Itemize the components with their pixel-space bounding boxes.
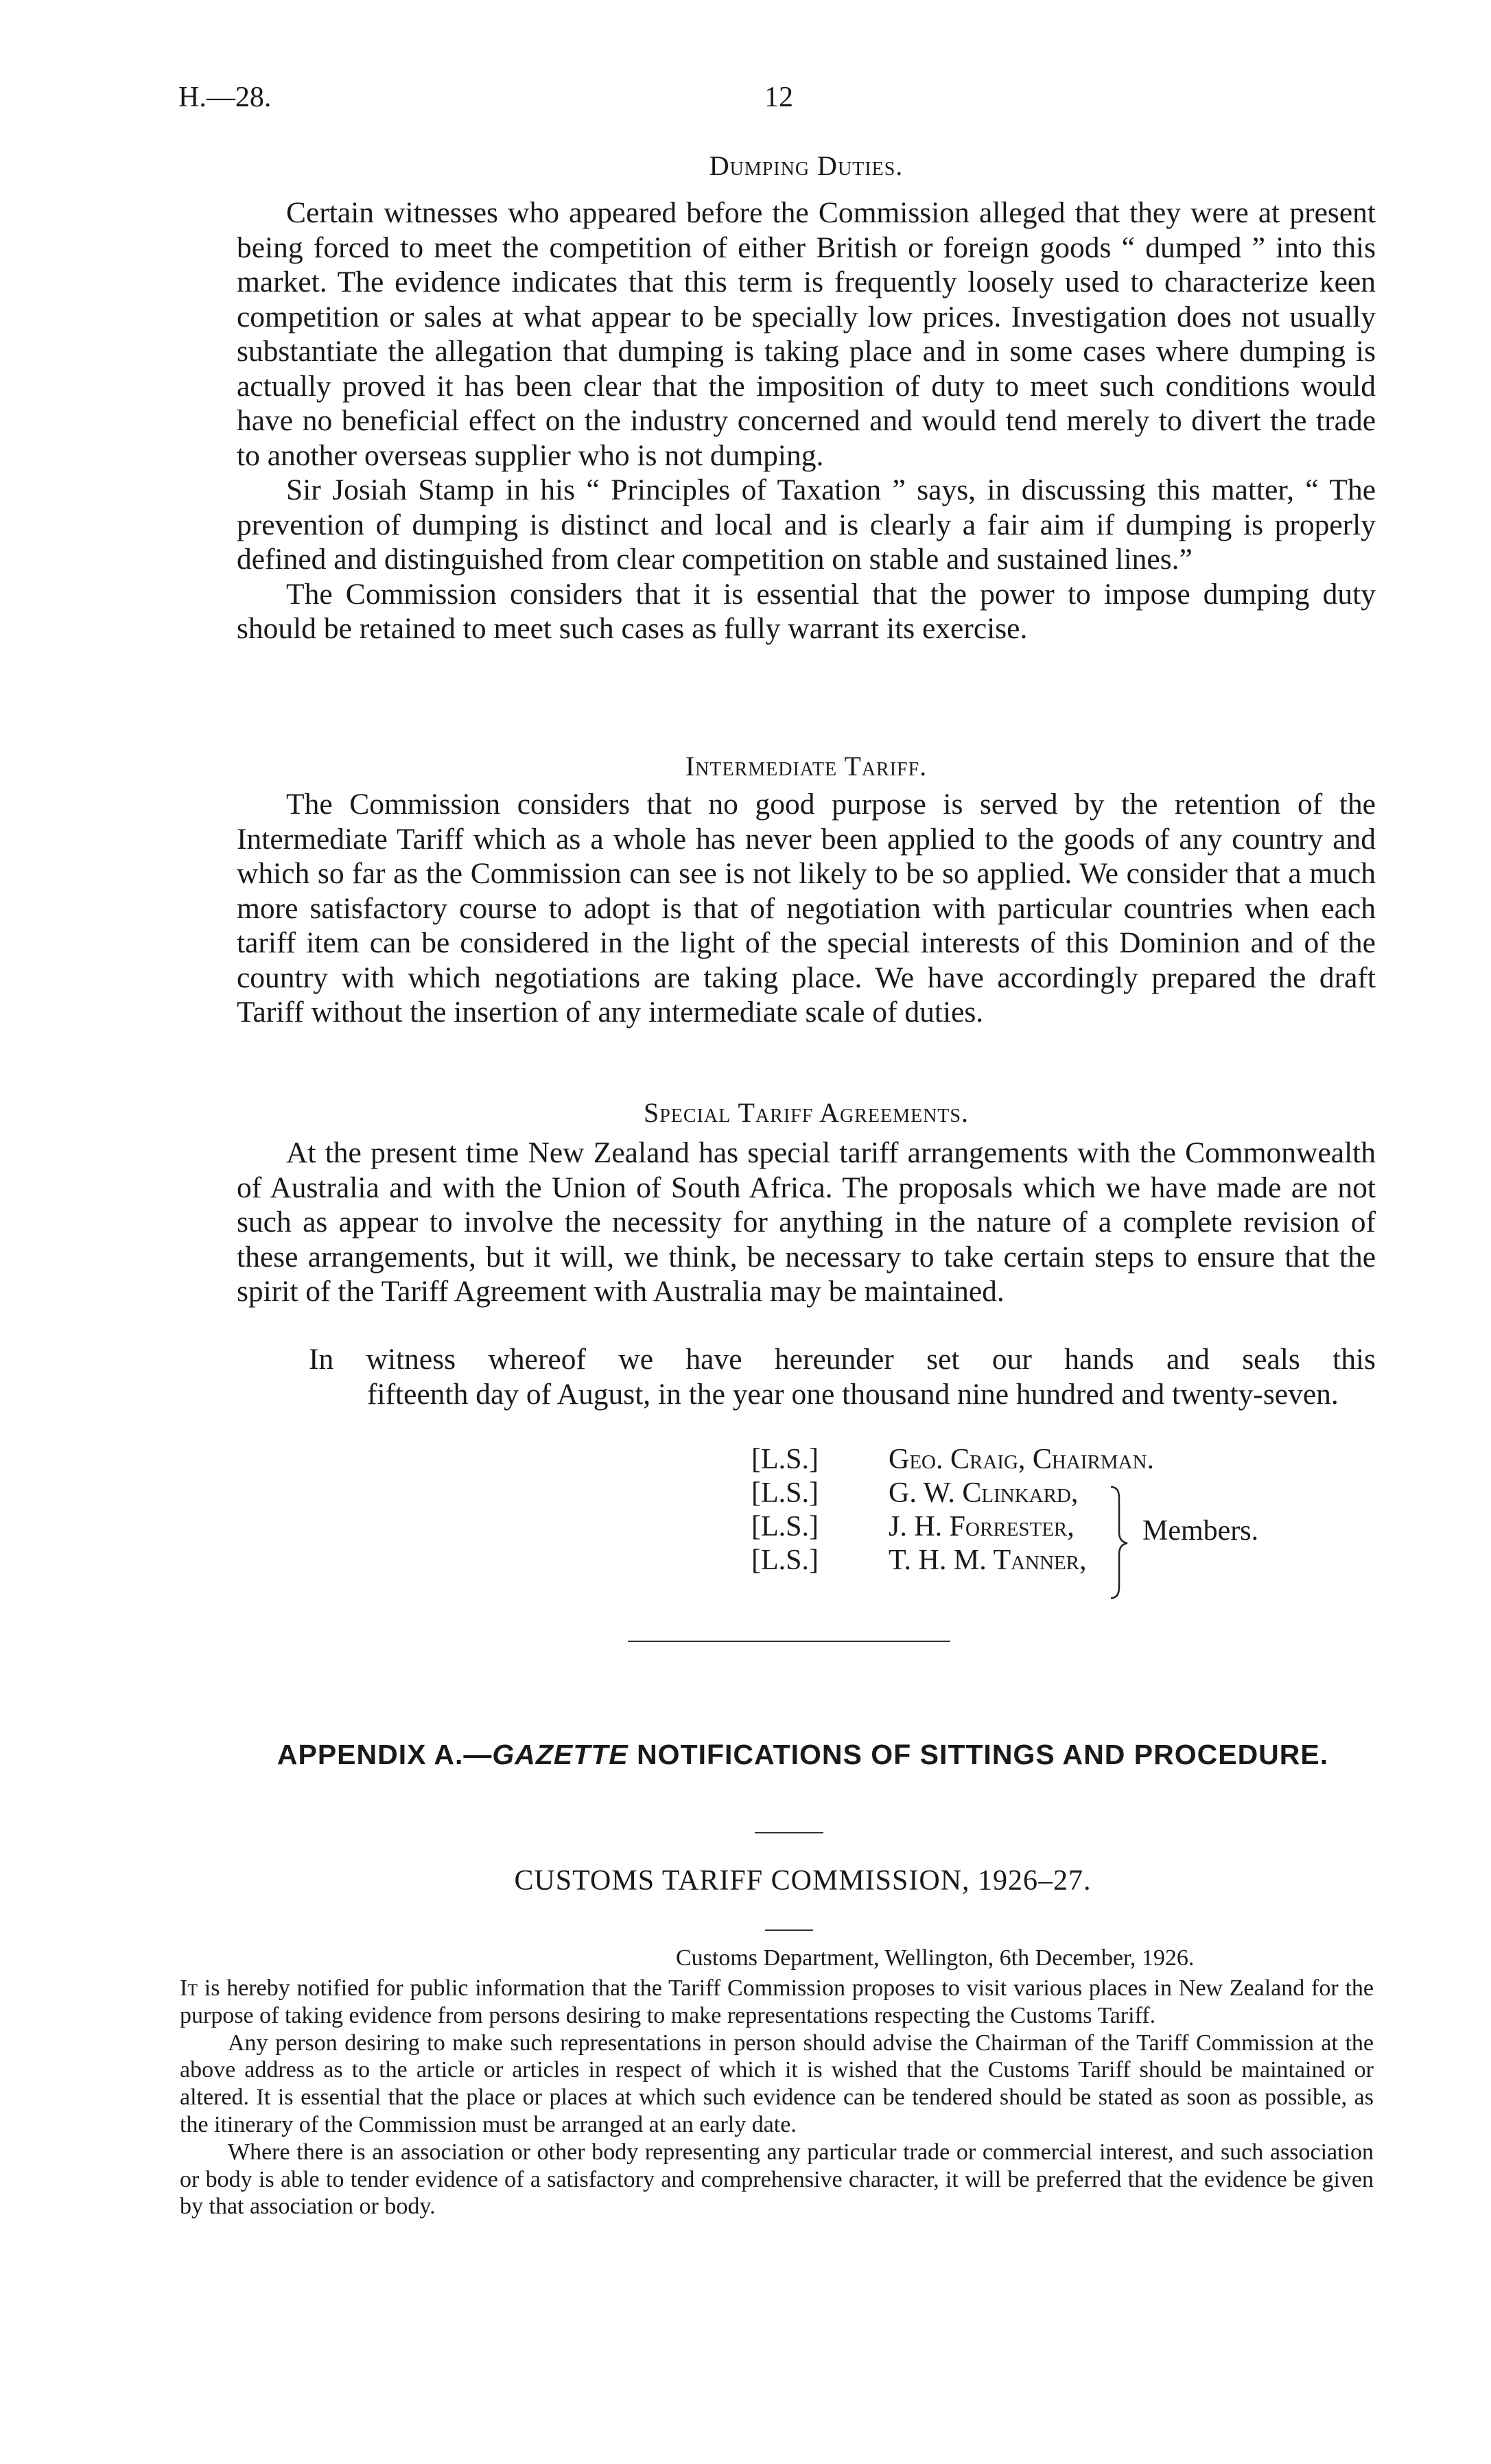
members-label: Members. [1142, 1515, 1259, 1547]
signatory-name: J. H. Forrester, [889, 1511, 1075, 1542]
notice-paragraph: Where there is an association or other body representing any particular trade or commercial interest, and such association or body is able to tender evidence of a satisfactory and comprehensive character, it will be preferred that the evidence be given by that association or body. [180, 2139, 1374, 2220]
signatory-name: Geo. Craig, Chairman. [889, 1444, 1154, 1475]
signature-row [751, 1443, 1369, 1477]
section-special-tariff-agreements [237, 1136, 1376, 1309]
report-reference: H.—28. [178, 82, 272, 113]
signature-row [751, 1544, 1369, 1577]
section-divider [628, 1641, 950, 1642]
paragraph: At the present time New Zealand has special tariff arrangements with the Commonwealth of Australia and with the Union of South Africa. The proposals which we have made are not such as appear to involve the necessity for anything in the nature of a complete revision of these arrangements, but it will, we think, be necessary to take certain steps to ensure that the spirit of the Tariff Agreement with Australia may be maintained. [237, 1136, 1376, 1308]
paragraph: Certain witnesses who appeared before the Commission alleged that they were at present being forced to meet the competition of either British or foreign goods “ dumped ” into this market. The evidence indicates that this term is frequently loosely used to characterize keen competition or sales at what appear to be specially low prices. Investigation does not usually substantiate the allegation that dumping is taking place and in some cases where dumping is actually proved it has been clear that the imposition of duty to meet such conditions would have no beneficial effect on the industry concerned and would tend merely to divert the trade to another overseas supplier who is not dumping. [237, 196, 1376, 472]
seal-mark: [L.S.] [751, 1545, 819, 1576]
section-dumping-duties [237, 196, 1376, 646]
section-heading-special-tariff-agreements: Special Tariff Agreements. [643, 1097, 969, 1128]
section-heading-intermediate-tariff: Intermediate Tariff. [685, 751, 928, 782]
section-heading-dumping-duties: Dumping Duties. [709, 150, 904, 181]
paragraph: The Commission considers that no good purpose is served by the retention of the Intermediate Tariff which as a whole has never been applied to the goods of any country and which so far as the Commission can see is not likely to be so applied. We consider that a much more satisfactory course to adopt is that of negotiation with particular countries when each tariff item can be considered in the light of the special interests of this Dominion and of the country with which negotiations are taking place. We have accordingly prepared the draft Tariff without the insertion of any intermediate scale of duties. [237, 788, 1376, 1029]
notice-dateline: Customs Department, Wellington, 6th December, 1926. [676, 1945, 1195, 1971]
seal-mark: [L.S.] [751, 1511, 819, 1542]
divider-short [765, 1929, 813, 1931]
signature-row [751, 1477, 1369, 1510]
witness-line-first: In witness whereof we have hereunder set our hands and seals this [309, 1343, 1376, 1376]
members-brace [1110, 1484, 1130, 1601]
divider-short [755, 1832, 823, 1833]
notice-paragraph: Any person desiring to make such representations in person should advise the Chairman of the Tariff Commission at the above address as to the article or articles in respect of which it is wished that the Customs Tariff should be maintained or altered. It is essential that the place or places at which such evidence can be tendered should be stated as soon as possible, as the itinerary of the Commission must be arranged at an early date. [180, 2030, 1374, 2137]
appendix-title [226, 1735, 1379, 1774]
signatory-name: T. H. M. Tanner, [889, 1545, 1087, 1576]
witness-line-rest: fifteenth day of August, in the year one thousand nine hundred and twenty-seven. [367, 1377, 1339, 1411]
notice-first-text: is hereby notified for public information that the Tariff Commission proposes to visit various places in New Zealand for the purpose of taking evidence from persons desiring to make representations respecting the Customs Tariff. [180, 1975, 1374, 2028]
commission-title: CUSTOMS TARIFF COMMISSION, 1926–27. [514, 1865, 1092, 1897]
signature-row [751, 1510, 1369, 1544]
notice-first-word: It [180, 1975, 198, 2001]
running-head [178, 81, 1379, 122]
seal-mark: [L.S.] [751, 1444, 819, 1475]
gazette-notice [180, 1975, 1374, 2220]
paragraph: The Commission considers that it is essential that the power to impose dumping duty should be retained to meet such cases as fully warrant its exercise. [237, 577, 1376, 645]
signature-block [751, 1443, 1369, 1577]
appendix-gazette: GAZETTE [492, 1739, 629, 1770]
appendix-title-rest: NOTIFICATIONS OF SITTINGS AND PROCEDURE. [628, 1739, 1329, 1770]
notice-paragraph [180, 1975, 1374, 2030]
appendix-label: APPENDIX A.— [277, 1739, 493, 1770]
paragraph: Sir Josiah Stamp in his “ Principles of Taxation ” says, in discussing this matter, “ The prevention of dumping is distinct and local and is clearly a fair aim if dumping is properly defined and distinguished from clear competition on stable and sustained lines.” [237, 473, 1376, 576]
seal-mark: [L.S.] [751, 1477, 819, 1509]
witness-clause [309, 1342, 1376, 1411]
page-number: 12 [764, 82, 793, 113]
section-intermediate-tariff [237, 787, 1376, 1030]
signatory-name: G. W. Clinkard, [889, 1477, 1079, 1509]
